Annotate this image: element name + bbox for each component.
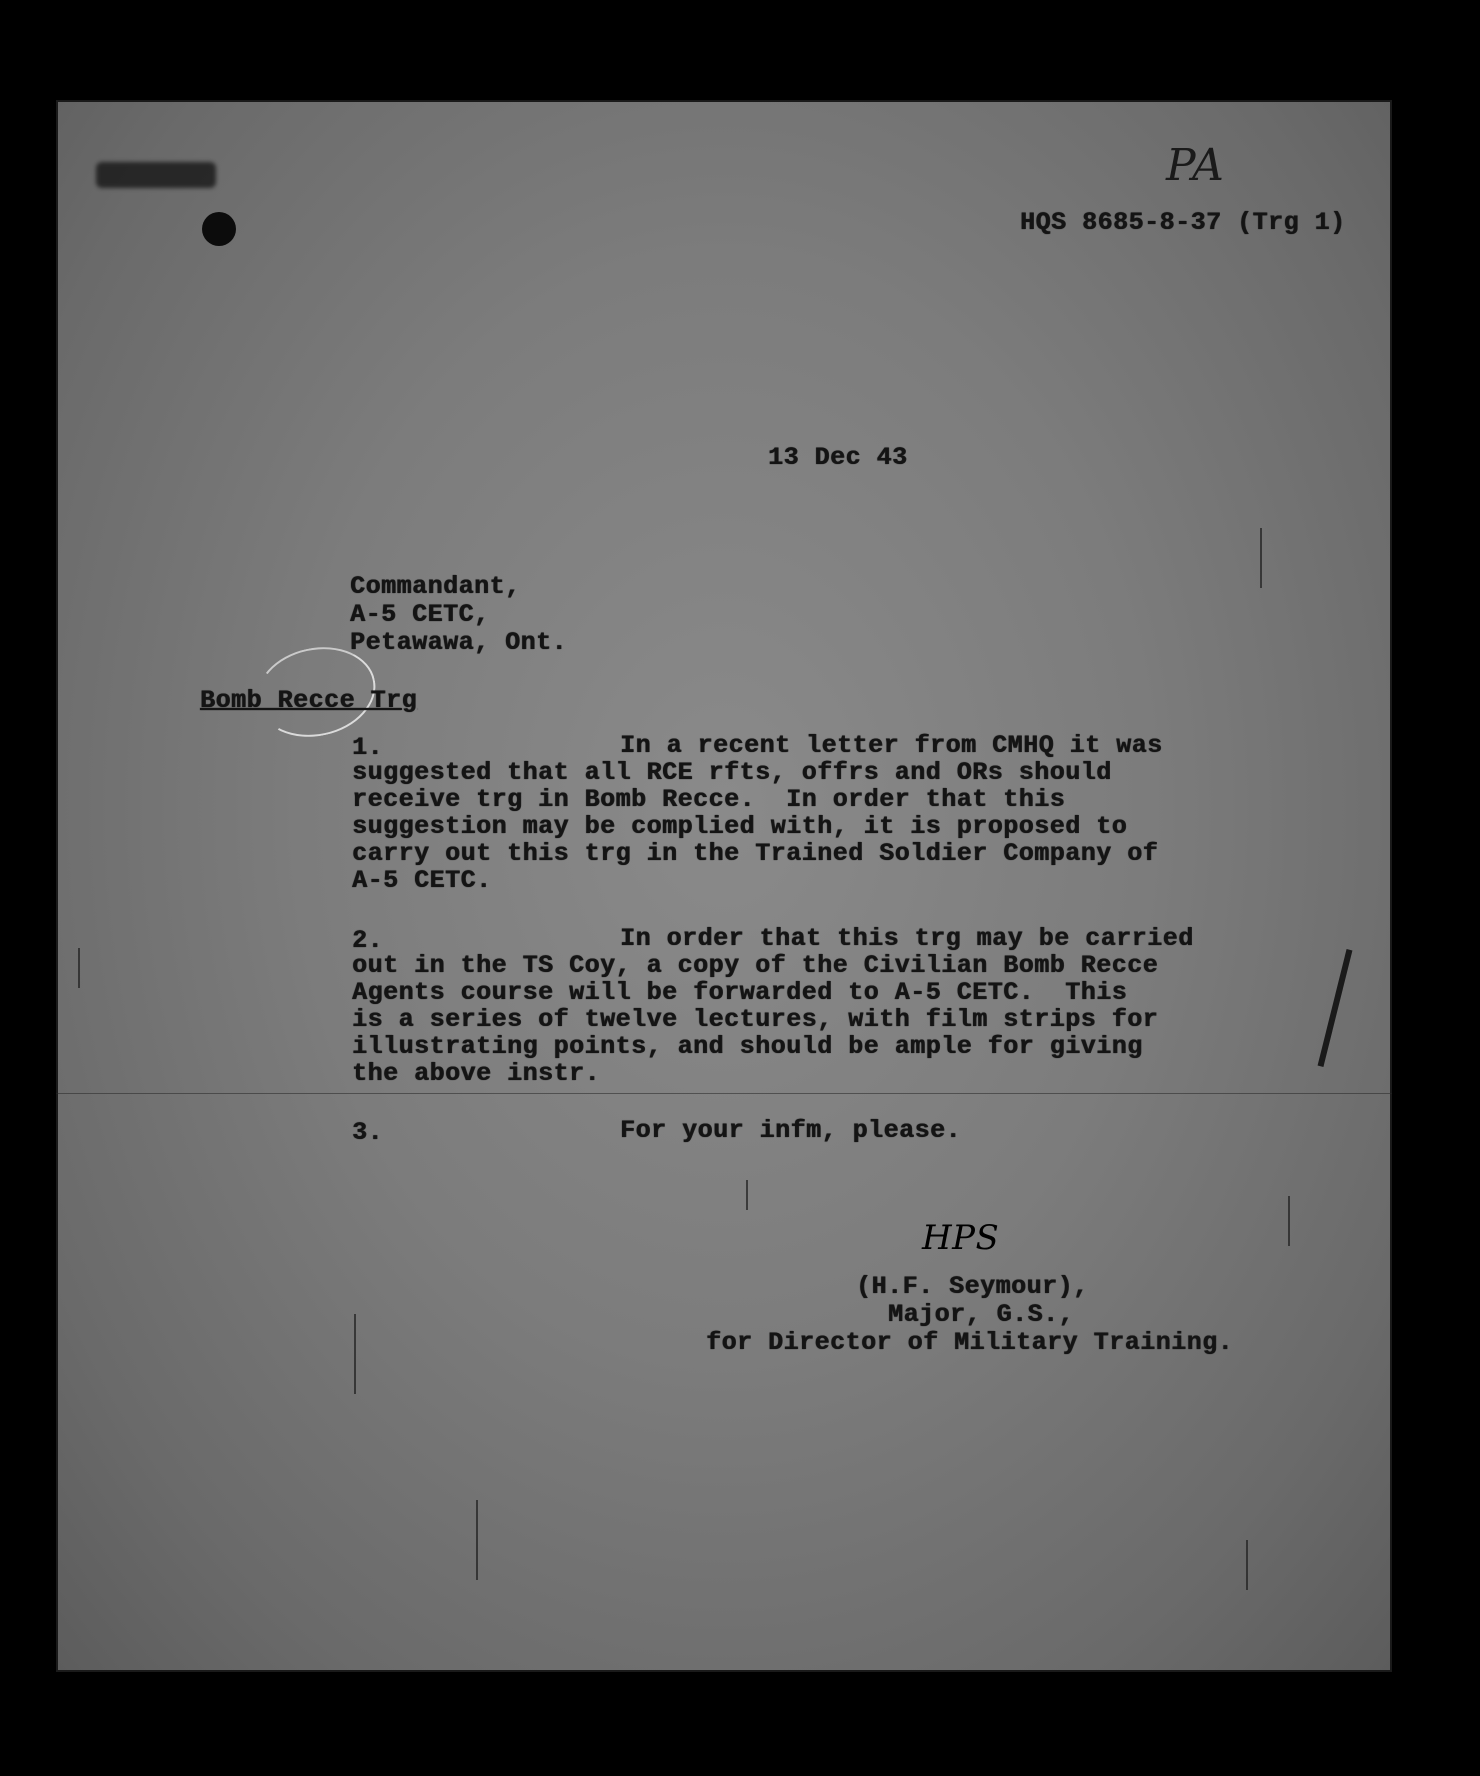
film-scratch [1246,1540,1248,1590]
address-line-2: A-5 CETC, [350,600,490,629]
document-page [56,100,1392,1672]
film-scratch [354,1314,356,1394]
film-scratch [1318,949,1353,1067]
paragraph-2-line-5: illustrating points, and should be ample for giving [352,1032,1143,1061]
signatory-name: (H.F. Seymour), [856,1272,1089,1301]
paragraph-1-line-4: suggestion may be complied with, it is proposed to [352,812,1128,841]
paragraph-1-line-5: carry out this trg in the Trained Soldier Company of [352,839,1159,868]
ink-smudge [96,162,216,188]
film-scratch [1260,528,1262,588]
paragraph-1-line-1: In a recent letter from CMHQ it was [620,731,1163,760]
paragraph-2-line-2: out in the TS Coy, a copy of the Civilian Bomb Recce [352,951,1159,980]
address-line-1: Commandant, [350,572,521,601]
handwritten-signature: HPS [922,1218,1000,1258]
file-reference: HQS 8685-8-37 (Trg 1) [1020,208,1346,237]
film-scratch [78,948,80,988]
paragraph-3-line-1: For your infm, please. [620,1116,962,1145]
paragraph-2-line-1: In order that this trg may be carried [620,924,1194,953]
film-scratch [476,1500,478,1580]
paragraph-1-line-3: receive trg in Bomb Recce. In order that this [352,785,1066,814]
letter-date: 13 Dec 43 [768,443,908,472]
signatory-rank: Major, G.S., [888,1300,1075,1329]
paragraph-2-line-3: Agents course will be forwarded to A-5 CETC. This [352,978,1128,1007]
paragraph-3-number: 3. [352,1118,384,1147]
ink-blot [202,212,236,246]
fold-line [56,1093,1392,1094]
subject-line: Bomb Recce Trg [200,686,418,715]
film-scratch [746,1180,748,1210]
handwritten-initials: PA [1166,140,1225,191]
address-line-3: Petawawa, Ont. [350,628,568,657]
paragraph-1-number: 1. [352,733,384,762]
paragraph-2-line-6: the above instr. [352,1059,601,1088]
film-scratch [1288,1196,1290,1246]
paragraph-2-number: 2. [352,926,384,955]
signatory-office: for Director of Military Training. [706,1328,1234,1357]
paragraph-2-line-4: is a series of twelve lectures, with film strips for [352,1005,1159,1034]
paragraph-1-line-2: suggested that all RCE rfts, offrs and ORs should [352,758,1112,787]
paragraph-1-line-6: A-5 CETC. [352,866,492,895]
